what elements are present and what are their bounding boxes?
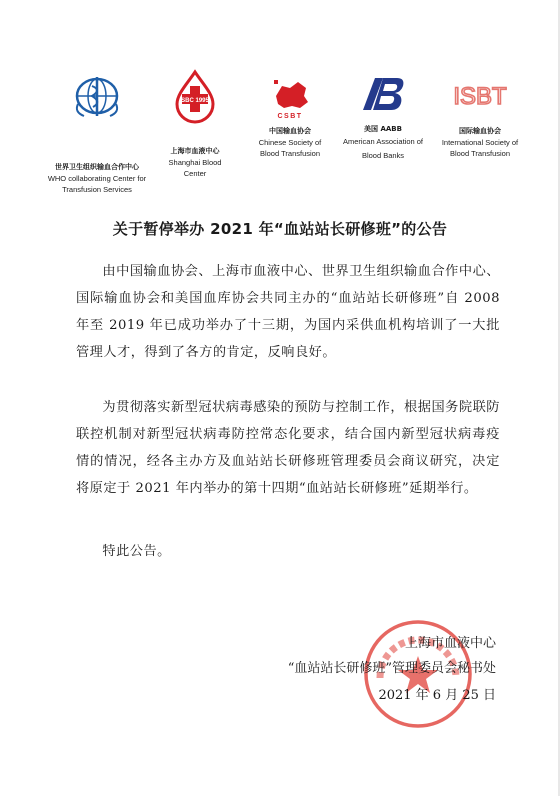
paragraph-1: 由中国输血协会、上海市血液中心、世界卫生组织输血合作中心、国际输血协会和美国血库协会共同主办的“血站站长研修班”自 2008 年至 2019 年已成功举办了十三期，为国内采供血机构培训了一大批管理人才，得到了各方的肯定，反响良好。 bbox=[76, 264, 500, 360]
org-name-cn: 上海市血液中心 bbox=[170, 147, 220, 155]
logo-row bbox=[0, 0, 560, 194]
paragraph-2: 为贯彻落实新型冠状病毒感染的预防与控制工作，根据国务院联防联控机制对新型冠状病毒防控常态化要求，结合国内新型冠状病毒疫情的情况，经各主办方及血站站长研修班管理委员会商议研究，决定将原定于 2021 年内举办的第十四期“血站站长研修班”延期举行。 bbox=[76, 400, 500, 496]
aabb-logo-icon bbox=[361, 74, 405, 114]
org-aabb bbox=[336, 74, 430, 163]
paragraph-3: 特此公告。 bbox=[102, 544, 171, 559]
sbc-logo-text: SBC 1995 bbox=[181, 98, 209, 104]
org-name-cn: 美国 AABB bbox=[364, 125, 402, 133]
csbt-china-map-icon bbox=[266, 74, 314, 120]
org-csbt bbox=[240, 74, 340, 159]
who-emblem-icon bbox=[72, 74, 122, 120]
org-who bbox=[38, 74, 156, 195]
org-isbt bbox=[430, 74, 530, 159]
sbc-blood-drop-icon bbox=[173, 68, 217, 124]
org-name-en: American Association of Blood Banks bbox=[342, 137, 424, 160]
isbt-logo-icon bbox=[447, 80, 513, 110]
org-name-en: Shanghai Blood Center bbox=[168, 158, 222, 178]
signature-committee: “血站站长研修班”管理委员会秘书处 bbox=[287, 661, 496, 676]
org-name-cn: 国际输血协会 bbox=[459, 127, 501, 135]
signature-date: 2021 年 6 月 25 日 bbox=[378, 688, 496, 703]
org-name-en: Chinese Society of Blood Transfusion bbox=[258, 138, 322, 158]
notice-title: 关于暂停举办 2021 年“血站站长研修班”的公告 bbox=[112, 220, 448, 238]
org-sbc bbox=[150, 74, 240, 179]
org-name-cn: 世界卫生组织输血合作中心 bbox=[55, 163, 139, 171]
csbt-logo-text: CSBT bbox=[277, 113, 303, 120]
isbt-logo-text: ISBT bbox=[453, 83, 507, 110]
org-name-cn: 中国输血协会 bbox=[269, 127, 311, 135]
org-name-en: WHO collaborating Center for Transfusion Services bbox=[47, 174, 147, 194]
signature-org: 上海市血液中心 bbox=[404, 636, 496, 651]
org-name-en: International Society of Blood Transfusion bbox=[441, 138, 519, 158]
